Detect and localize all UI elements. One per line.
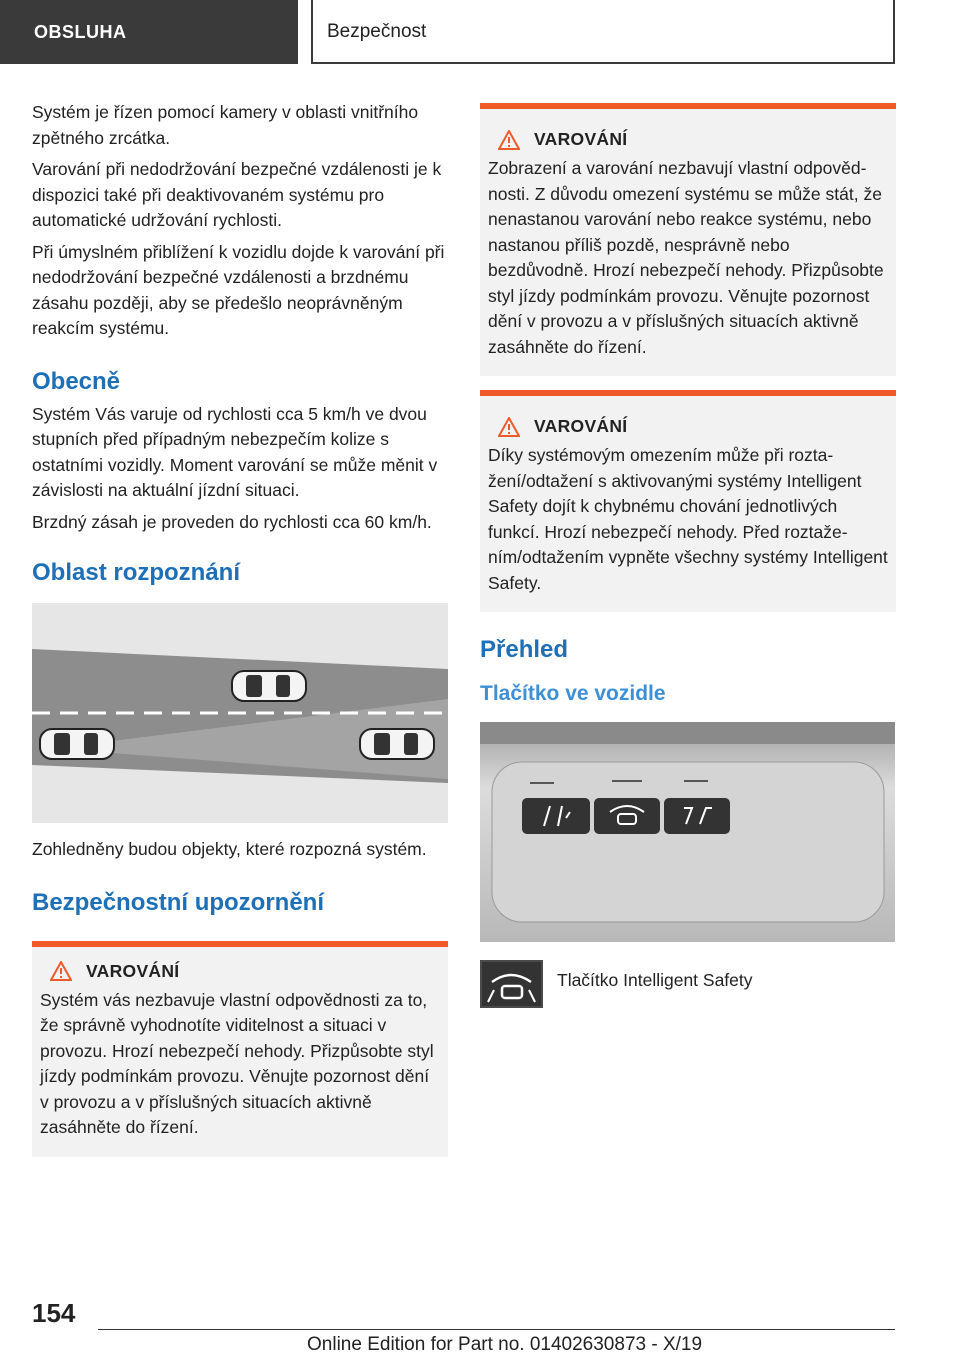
page-number: 154 <box>32 1298 76 1328</box>
right-column <box>480 103 896 1008</box>
warning-triangle-icon <box>50 961 72 981</box>
warning-triangle-icon <box>498 417 520 437</box>
car-ahead-icon <box>360 729 434 759</box>
left-column <box>32 100 448 1157</box>
intelligent-safety-button <box>594 798 660 834</box>
edition-info: Online Edition for Part no. 01402630873 - X/19 <box>307 1334 703 1355</box>
paragraph-braking: Brzdný zásah je proveden do rychlosti cca 60 km/h. <box>32 511 432 532</box>
warning-box-towing <box>480 390 896 612</box>
warning-title: VAROVÁNÍ <box>534 129 628 149</box>
button-legend-label: Tlačítko Intelligent Safety <box>557 970 753 990</box>
button-panel-photo <box>480 722 895 942</box>
heading-general: Obecně <box>32 367 121 395</box>
heading-button-in-vehicle: Tlačítko ve vozidle <box>480 682 666 705</box>
button-legend <box>480 960 896 1008</box>
lane-assist-button <box>522 798 590 834</box>
warning-triangle-icon <box>498 130 520 150</box>
intelligent-safety-icon <box>480 960 543 1008</box>
warning-title: VAROVÁNÍ <box>534 416 628 436</box>
detection-area-figure <box>32 603 448 823</box>
speed-limit-button <box>664 798 730 834</box>
warning-box-display <box>480 103 896 376</box>
section-tab: OBSLUHA <box>0 0 298 64</box>
warning-box-responsibility <box>32 941 448 1157</box>
warning-text: Systém vás nezbavuje vlastní odpovědnosti za to, že správně vyhodnotíte viditelnost a situaci v provozu. Hrozí nebezpečí nehody. Přizpůsobte styl jízdy podmínkám provozu. Věnujte pozornost dění v provozu a v příslušných situacích aktivně zasáhněte do řízení. <box>40 989 434 1137</box>
button-panel-illustration <box>480 722 895 942</box>
heading-overview: Přehled <box>480 636 569 663</box>
footer-rule <box>98 1329 895 1330</box>
paragraph-intentional-approach: Při úmyslném přiblížení k vozidlu dojde k varování při nedodržování bezpečné vzdálenosti a brzdnému zásahu později, aby se předešlo neoprávněným reakcím systému. <box>32 241 445 338</box>
car-front-icon <box>232 671 306 701</box>
warning-title: VAROVÁNÍ <box>86 960 180 981</box>
paragraph-warning-stages: Systém Vás varuje od rychlosti cca 5 km/h ve dvou stupních před případným nebezpečím kolize s ostatními vozidly. Moment varování se může měnit v závislosti na aktuální jízdní situaci. <box>32 403 438 500</box>
car-ego-icon <box>40 729 114 759</box>
paragraph-distance-warning: Varování při nedodržování bezpečné vzdálenosti je k dispozici také při deaktivovaném systému pro automatické udržování rychlosti. <box>32 159 442 230</box>
detection-caption: Zohledněny budou objekty, které rozpozná systém. <box>32 839 427 859</box>
warning-text: Zobrazení a varování nezbavují vlastní odpovědnosti. Z důvodu omezení systému se může stát, že nenastanou varování nebo reakce systému, nebo nastanou příliš pozdě, nesprávně nebo bezdůvodně. Hrozí nebezpečí nehody. Přizpůsobte styl jízdy podmínkám provozu. Věnujte pozornost dění v provozu a v příslušných situacích aktivně zasáhněte do řízení. <box>488 158 884 357</box>
road-illustration <box>32 603 448 823</box>
heading-safety-notes: Bezpečnostní upozornění <box>32 888 325 916</box>
warning-text: Díky systémovým omezením může při roztažení/odtažení s aktivovanými systémy Intelligent Safety dojít k chybnému chování jednotlivých funkcí. Hrozí nebezpečí nehody. Před roztažením/odtažením vypněte všechny systémy Intelligent Safety. <box>488 445 888 593</box>
heading-detection-area: Oblast rozpoznání <box>32 559 241 586</box>
chapter-title: Bezpečnost <box>311 0 895 64</box>
paragraph-camera: Systém je řízen pomocí kamery v oblasti vnitřního zpětného zrcátka. <box>32 102 419 148</box>
